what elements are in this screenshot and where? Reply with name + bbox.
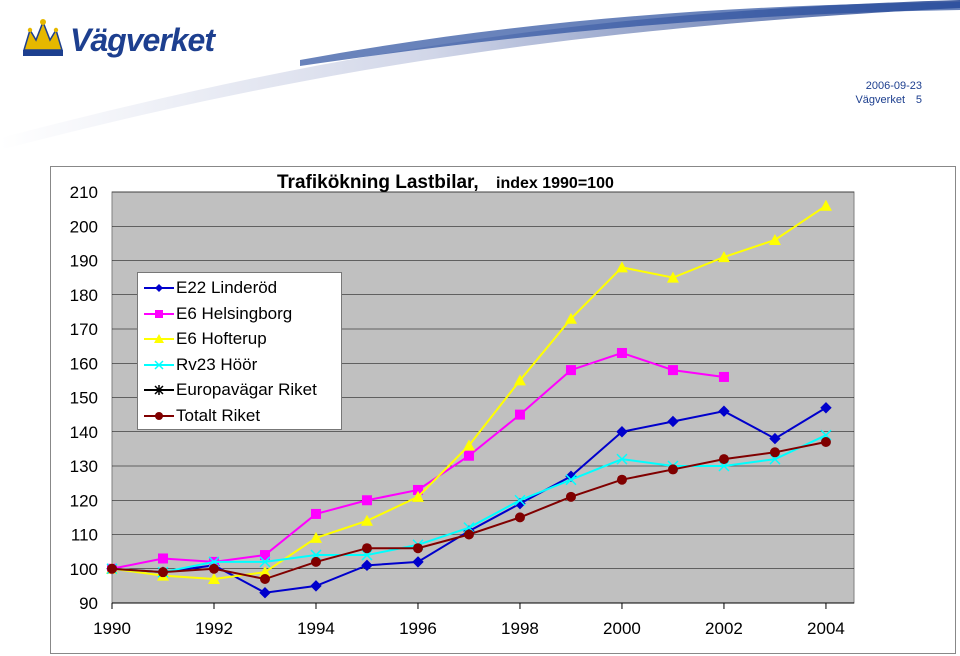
y-tick-label: 190	[69, 251, 98, 271]
crown-logo-icon	[18, 14, 68, 62]
legend-label: Europavägar Riket	[176, 380, 317, 399]
logo-wordmark: Vägverket	[70, 22, 214, 58]
series-5-point	[362, 543, 372, 553]
legend-item	[138, 277, 341, 299]
x-tick-label: 1994	[297, 619, 335, 638]
series-1-point	[719, 372, 729, 382]
y-tick-label: 110	[70, 525, 98, 545]
legend-swatch-icon	[142, 280, 176, 296]
legend-label: E22 Linderöd	[176, 278, 278, 297]
series-5-point	[617, 475, 627, 485]
x-tick-label: 1990	[93, 619, 131, 638]
legend-item	[138, 328, 341, 350]
series-1-point	[362, 495, 372, 505]
legend-item	[138, 405, 341, 427]
chart-subtitle: index 1990=100	[496, 175, 614, 192]
series-1-point	[668, 365, 678, 375]
y-tick-label: 90	[79, 594, 98, 613]
x-tick-label: 1992	[195, 619, 233, 638]
y-tick-label: 170	[69, 320, 98, 339]
y-tick-label: 180	[69, 285, 98, 305]
y-tick-label: 200	[69, 217, 98, 237]
slide-header	[0, 0, 960, 150]
series-5-point	[107, 564, 117, 574]
legend-item	[138, 354, 341, 376]
y-tick-label: 120	[69, 491, 98, 511]
series-5-point	[515, 512, 525, 522]
series-5-point	[260, 574, 270, 584]
legend-swatch-icon	[142, 331, 176, 347]
y-tick-label: 140	[69, 422, 98, 442]
series-1-point	[617, 348, 627, 358]
y-tick-label: 210	[69, 183, 98, 202]
legend-swatch-icon	[142, 357, 176, 373]
series-5-point	[209, 564, 219, 574]
series-1-point	[311, 509, 321, 519]
y-tick-label: 130	[69, 457, 98, 476]
slide-org: Vägverket	[855, 94, 905, 106]
x-tick-label: 1998	[501, 619, 539, 638]
legend-label: E6 Hofterup	[176, 329, 267, 348]
series-5-point	[311, 557, 321, 567]
series-5-point	[413, 543, 423, 553]
legend-item	[138, 303, 341, 325]
x-tick-label: 2004	[807, 619, 845, 638]
series-5-point	[566, 492, 576, 502]
chart-legend	[137, 272, 342, 430]
y-tick-label: 100	[69, 559, 98, 579]
legend-swatch-icon	[142, 408, 176, 424]
series-1-point	[566, 365, 576, 375]
slide-page-number: 5	[915, 94, 922, 106]
x-tick-label: 2000	[603, 619, 641, 638]
series-5-point	[158, 567, 168, 577]
series-5-point	[821, 437, 831, 447]
series-1-point	[158, 553, 168, 563]
slide-date: 2006-09-23	[865, 80, 922, 92]
y-tick-label: 160	[69, 354, 98, 374]
series-1-point	[515, 410, 525, 420]
legend-label: Rv23 Höör	[176, 354, 258, 374]
x-tick-label: 2002	[705, 619, 743, 638]
chart-title: Trafikökning Lastbilar,	[277, 172, 479, 193]
legend-swatch-icon	[142, 306, 176, 322]
series-5-point	[719, 454, 729, 464]
y-tick-label: 150	[69, 388, 98, 408]
series-1-point	[464, 451, 474, 461]
legend-label: E6 Helsingborg	[176, 303, 293, 323]
x-tick-label: 1996	[399, 619, 437, 638]
series-5-point	[464, 530, 474, 540]
legend-swatch-icon	[142, 382, 176, 398]
series-5-point	[770, 447, 780, 457]
series-5-point	[668, 464, 678, 474]
legend-item	[138, 379, 341, 401]
legend-label: Totalt Riket	[176, 405, 261, 425]
